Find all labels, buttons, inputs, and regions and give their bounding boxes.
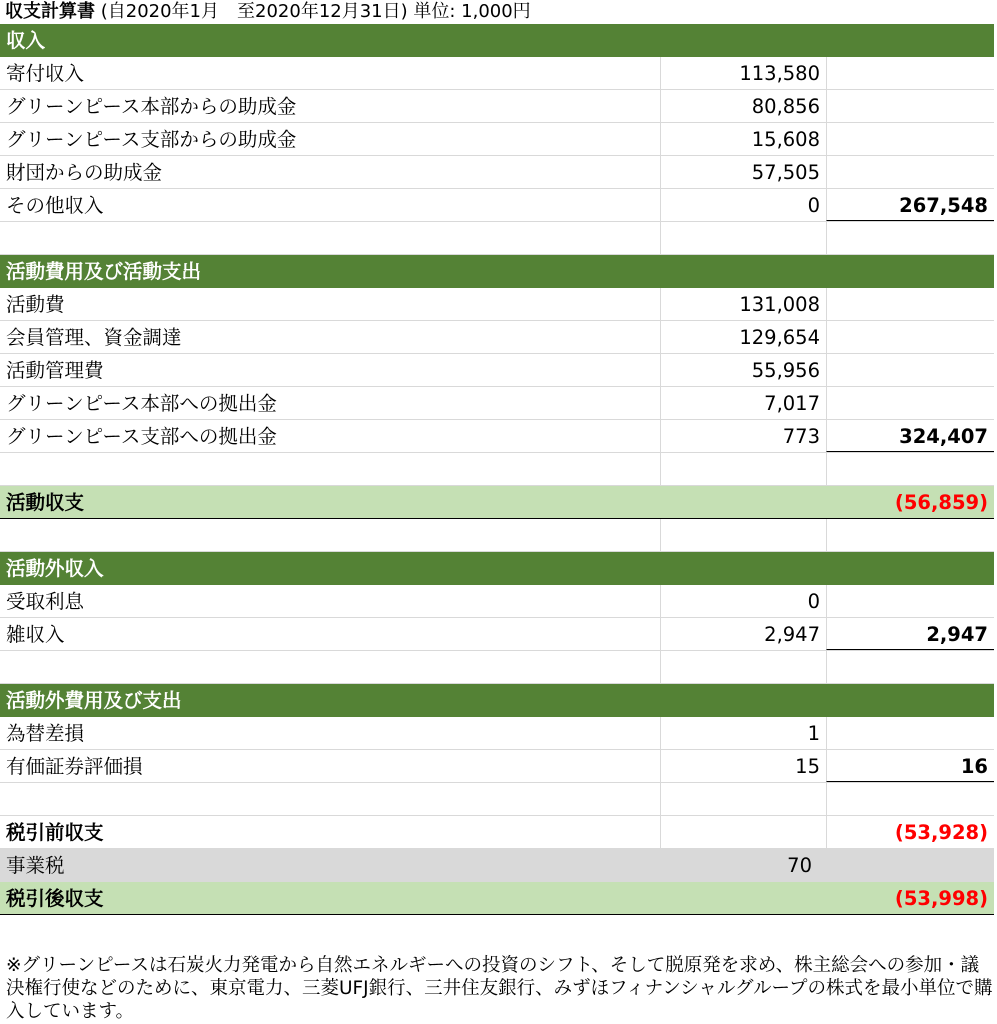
row-total	[826, 57, 994, 89]
row-amount: 57,505	[660, 156, 826, 188]
row-total	[826, 288, 994, 320]
section-header-income	[0, 24, 994, 57]
row-label: 事業税	[6, 854, 65, 877]
row-amount: 80,856	[660, 90, 826, 122]
row-label: 為替差損	[6, 722, 85, 745]
row-label: グリーンピース支部からの助成金	[6, 128, 297, 151]
row-label: グリーンピース本部への拠出金	[6, 392, 277, 415]
table-row	[0, 585, 994, 618]
table-row	[0, 156, 994, 189]
table-row	[0, 90, 994, 123]
row-amount: 129,654	[660, 321, 826, 353]
row-amount: 7,017	[660, 387, 826, 419]
empty-cell	[660, 651, 826, 683]
spacer-row	[0, 222, 994, 255]
row-amount: 15	[660, 750, 826, 782]
empty-cell	[660, 816, 826, 848]
section-header-expenses	[0, 255, 994, 288]
row-label: 活動収支	[6, 491, 85, 514]
table-row	[0, 288, 994, 321]
aftertax-balance-row	[0, 882, 994, 915]
row-total	[826, 354, 994, 386]
row-amount: 15,608	[660, 123, 826, 155]
row-label: グリーンピース本部からの助成金	[6, 95, 297, 118]
business-tax-row	[0, 849, 994, 882]
row-label: 税引前収支	[6, 821, 104, 844]
spacer-row	[0, 453, 994, 486]
row-amount: 131,008	[660, 288, 826, 320]
table-row	[0, 57, 994, 90]
empty-cell	[826, 651, 994, 683]
table-row	[0, 123, 994, 156]
empty-cell	[660, 453, 826, 485]
nonop-income-total: 2,947	[826, 618, 994, 650]
row-amount: 773	[660, 420, 826, 452]
table-row	[0, 618, 994, 651]
row-label: 寄付収入	[6, 62, 85, 85]
row-total	[826, 387, 994, 419]
row-label: グリーンピース支部への拠出金	[6, 425, 277, 448]
row-label: 受取利息	[6, 590, 85, 613]
row-amount: 70	[787, 854, 812, 877]
income-statement-table	[0, 24, 994, 915]
section-header-label: 活動外収入	[6, 557, 104, 580]
empty-cell	[826, 783, 994, 815]
spacer-row	[0, 783, 994, 816]
statement-period: (自2020年1月 至2020年12月31日) 単位: 1,000円	[95, 1, 531, 22]
empty-cell	[826, 453, 994, 485]
row-amount: 113,580	[660, 57, 826, 89]
row-label: 会員管理、資金調達	[6, 326, 182, 349]
table-row	[0, 354, 994, 387]
row-label: 活動管理費	[6, 359, 104, 382]
row-amount: 1	[660, 717, 826, 749]
row-total	[826, 717, 994, 749]
row-amount: 0	[660, 189, 826, 221]
section-header-nonop-expenses	[0, 684, 994, 717]
empty-cell	[826, 519, 994, 551]
row-label: その他収入	[6, 194, 104, 217]
spacer-row	[0, 651, 994, 684]
section-header-nonop-income	[0, 552, 994, 585]
table-row	[0, 387, 994, 420]
row-total	[826, 123, 994, 155]
row-label: 有価証券評価損	[6, 755, 143, 778]
row-label: 雑収入	[6, 623, 65, 646]
row-total	[826, 156, 994, 188]
row-label: 財団からの助成金	[6, 161, 163, 184]
aftertax-balance-total: (53,998)	[894, 887, 988, 910]
nonop-expense-total: 16	[826, 750, 994, 782]
row-total	[826, 321, 994, 353]
row-label: 税引後収支	[6, 887, 104, 910]
row-label: 活動費	[6, 293, 65, 316]
section-header-label: 活動費用及び活動支出	[6, 260, 202, 283]
section-header-label: 活動外費用及び支出	[6, 689, 182, 712]
row-total	[826, 585, 994, 617]
table-row	[0, 750, 994, 783]
statement-title	[5, 0, 531, 24]
expense-total: 324,407	[826, 420, 994, 452]
row-amount: 0	[660, 585, 826, 617]
table-row	[0, 321, 994, 354]
empty-cell	[660, 222, 826, 254]
table-row	[0, 717, 994, 750]
statement-title-bold: 収支計算書	[5, 1, 95, 22]
pretax-balance-row	[0, 816, 994, 849]
table-row	[0, 420, 994, 453]
footnote: ※グリーンピースは石炭火力発電から自然エネルギーへの投資のシフト、そして脱原発を求め、株主総会への参加・議決権行使などのために、東京電力、三菱UFJ銀行、三井住友銀行、みずほフィナンシャルグループの株式を最小単位で購入しています。	[6, 955, 993, 1022]
empty-cell	[826, 222, 994, 254]
row-total	[826, 90, 994, 122]
empty-cell	[660, 519, 826, 551]
spacer-row	[0, 519, 994, 552]
pretax-balance-total: (53,928)	[826, 816, 994, 848]
table-row	[0, 189, 994, 222]
activity-balance-total: (56,859)	[894, 491, 988, 514]
income-total: 267,548	[826, 189, 994, 221]
empty-cell	[660, 783, 826, 815]
row-amount: 2,947	[660, 618, 826, 650]
section-header-label: 収入	[6, 29, 46, 52]
row-amount: 55,956	[660, 354, 826, 386]
activity-balance-row	[0, 486, 994, 519]
